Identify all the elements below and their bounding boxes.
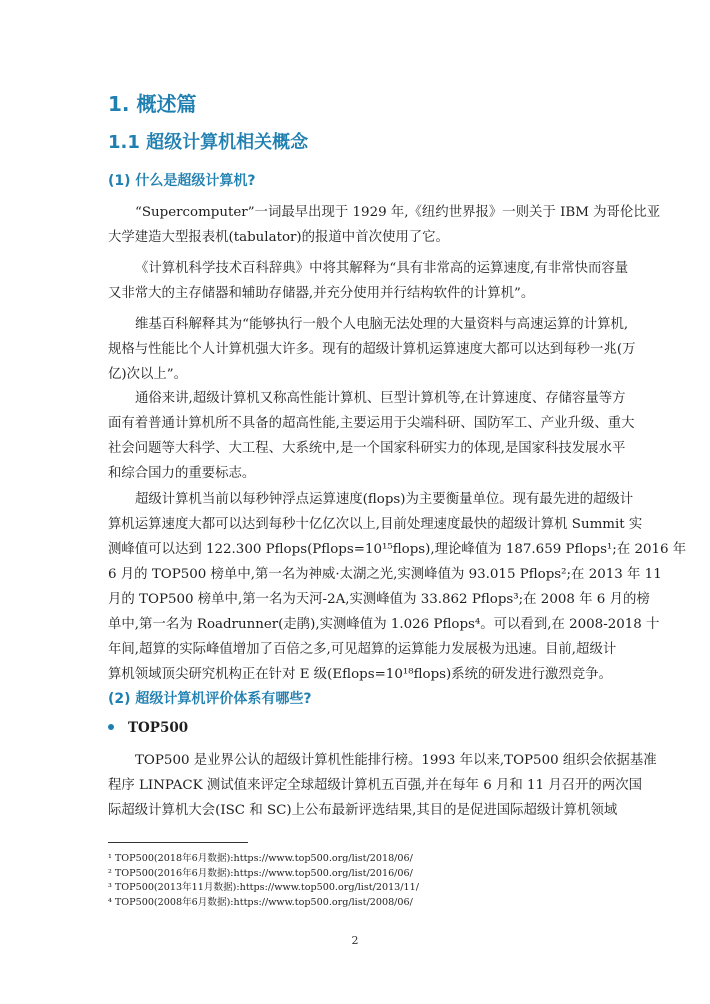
footnotes bbox=[108, 852, 419, 910]
page-number: 2 bbox=[351, 934, 359, 947]
footnote-1: ¹ TOP500(2018年6月数据):https://www.top500.org/list/2018/06/ bbox=[108, 853, 413, 864]
paragraph-wikipedia bbox=[108, 312, 636, 387]
footnote-3: ³ TOP500(2013年11月数据):https://www.top500.org/list/2013/11/ bbox=[108, 882, 419, 893]
paragraph-line: 算机运算速度大都可以达到每秒十亿亿次以上,目前处理速度最快的超级计算机 Summit 实 bbox=[108, 517, 643, 532]
footnote-2: ² TOP500(2016年6月数据):https://www.top500.org/list/2016/06/ bbox=[108, 867, 413, 879]
paragraph-line: 年间,超算的实际峰值增加了百倍之多,可见超算的运算能力发展极为迅速。目前,超级计 bbox=[108, 642, 617, 657]
paragraph-line: 单中,第一名为 Roadrunner(走鹃),实测峰值为 1.026 Pflops⁴。可以看到,在 2008-2018 十 bbox=[108, 617, 660, 632]
footnote-divider bbox=[108, 842, 248, 843]
paragraph-line: 规格与性能比个人计算机强大许多。现有的超级计算机运算速度大都可以达到每秒一兆(万 bbox=[108, 342, 636, 357]
footnote-4: ⁴ TOP500(2008年6月数据):https://www.top500.org/list/2008/06/ bbox=[108, 896, 413, 908]
paragraph-line: 际超级计算机大会(ISC 和 SC)上公布最新评选结果,其目的是促进国际超级计算机领域 bbox=[108, 803, 618, 818]
paragraph-line: 6 月的 TOP500 榜单中,第一名为神威·太湖之光,实测峰值为 93.015 Pflops²;在 2013 年 11 bbox=[108, 567, 662, 582]
paragraph-top500 bbox=[108, 748, 657, 823]
paragraph-flops bbox=[108, 487, 687, 687]
paragraph-line: 社会问题等大科学、大工程、大系统中,是一个国家科研实力的体现,是国家科技发展水平 bbox=[108, 441, 626, 456]
paragraph-line: 和综合国力的重要标志。 bbox=[108, 466, 256, 481]
subsection-heading-evaluation: (2) 超级计算机评价体系有哪些? bbox=[108, 691, 312, 707]
paragraph-line: 亿)次以上”。 bbox=[108, 367, 188, 382]
paragraph-encyclopedia bbox=[108, 256, 629, 306]
paragraph-line: TOP500 是业界公认的超级计算机性能排行榜。1993 年以来,TOP500 组织会依据基准 bbox=[135, 753, 657, 768]
paragraph-line: 大学建造大型报表机(tabulator)的报道中首次使用了它。 bbox=[108, 230, 449, 245]
paragraph-line: 通俗来讲,超级计算机又称高性能计算机、巨型计算机等,在计算速度、存储容量等方 bbox=[135, 391, 626, 406]
paragraph-line: 月的 TOP500 榜单中,第一名为天河-2A,实测峰值为 33.862 Pflops³;在 2008 年 6 月的榜 bbox=[108, 592, 650, 607]
paragraph-line: 面有着普通计算机所不具备的超高性能,主要运用于尖端科研、国防军工、产业升级、重大 bbox=[108, 416, 635, 431]
paragraph-origin bbox=[108, 200, 661, 250]
paragraph-line: 算机领域顶尖研究机构正在针对 E 级(Eflops=10¹⁸flops)系统的研发进行激烈竞争。 bbox=[108, 667, 612, 682]
section-heading: 1.1 超级计算机相关概念 bbox=[108, 132, 309, 153]
paragraph-line: 测峰值可以达到 122.300 Pflops(Pflops=10¹⁵flops),理论峰值为 187.659 Pflops¹;在 2016 年 bbox=[108, 542, 687, 557]
bullet-dot-icon bbox=[108, 724, 114, 730]
paragraph-line: 《计算机科学技术百科辞典》中将其解释为“具有非常高的运算速度,有非常快而容量 bbox=[135, 261, 629, 276]
paragraph-line: 程序 LINPACK 测试值来评定全球超级计算机五百强,并在每年 6 月和 11 月召开的两次国 bbox=[108, 778, 643, 793]
bullet-label: TOP500 bbox=[128, 720, 189, 736]
paragraph-line: “Supercomputer”一词最早出现于 1929 年,《纽约世界报》一则关于 IBM 为哥伦比亚 bbox=[135, 205, 661, 220]
bullet-item-top500 bbox=[108, 720, 188, 736]
subsection-heading-what-is: (1) 什么是超级计算机? bbox=[108, 173, 256, 189]
paragraph-line: 维基百科解释其为“能够执行一般个人电脑无法处理的大量资料与高速运算的计算机, bbox=[135, 317, 629, 332]
paragraph-plain-explanation bbox=[108, 386, 635, 486]
paragraph-line: 超级计算机当前以每秒钟浮点运算速度(flops)为主要衡量单位。现有最先进的超级计 bbox=[135, 492, 634, 507]
chapter-heading: 1. 概述篇 bbox=[108, 92, 197, 116]
paragraph-line: 又非常大的主存储器和辅助存储器,并充分使用并行结构软件的计算机”。 bbox=[108, 286, 535, 301]
